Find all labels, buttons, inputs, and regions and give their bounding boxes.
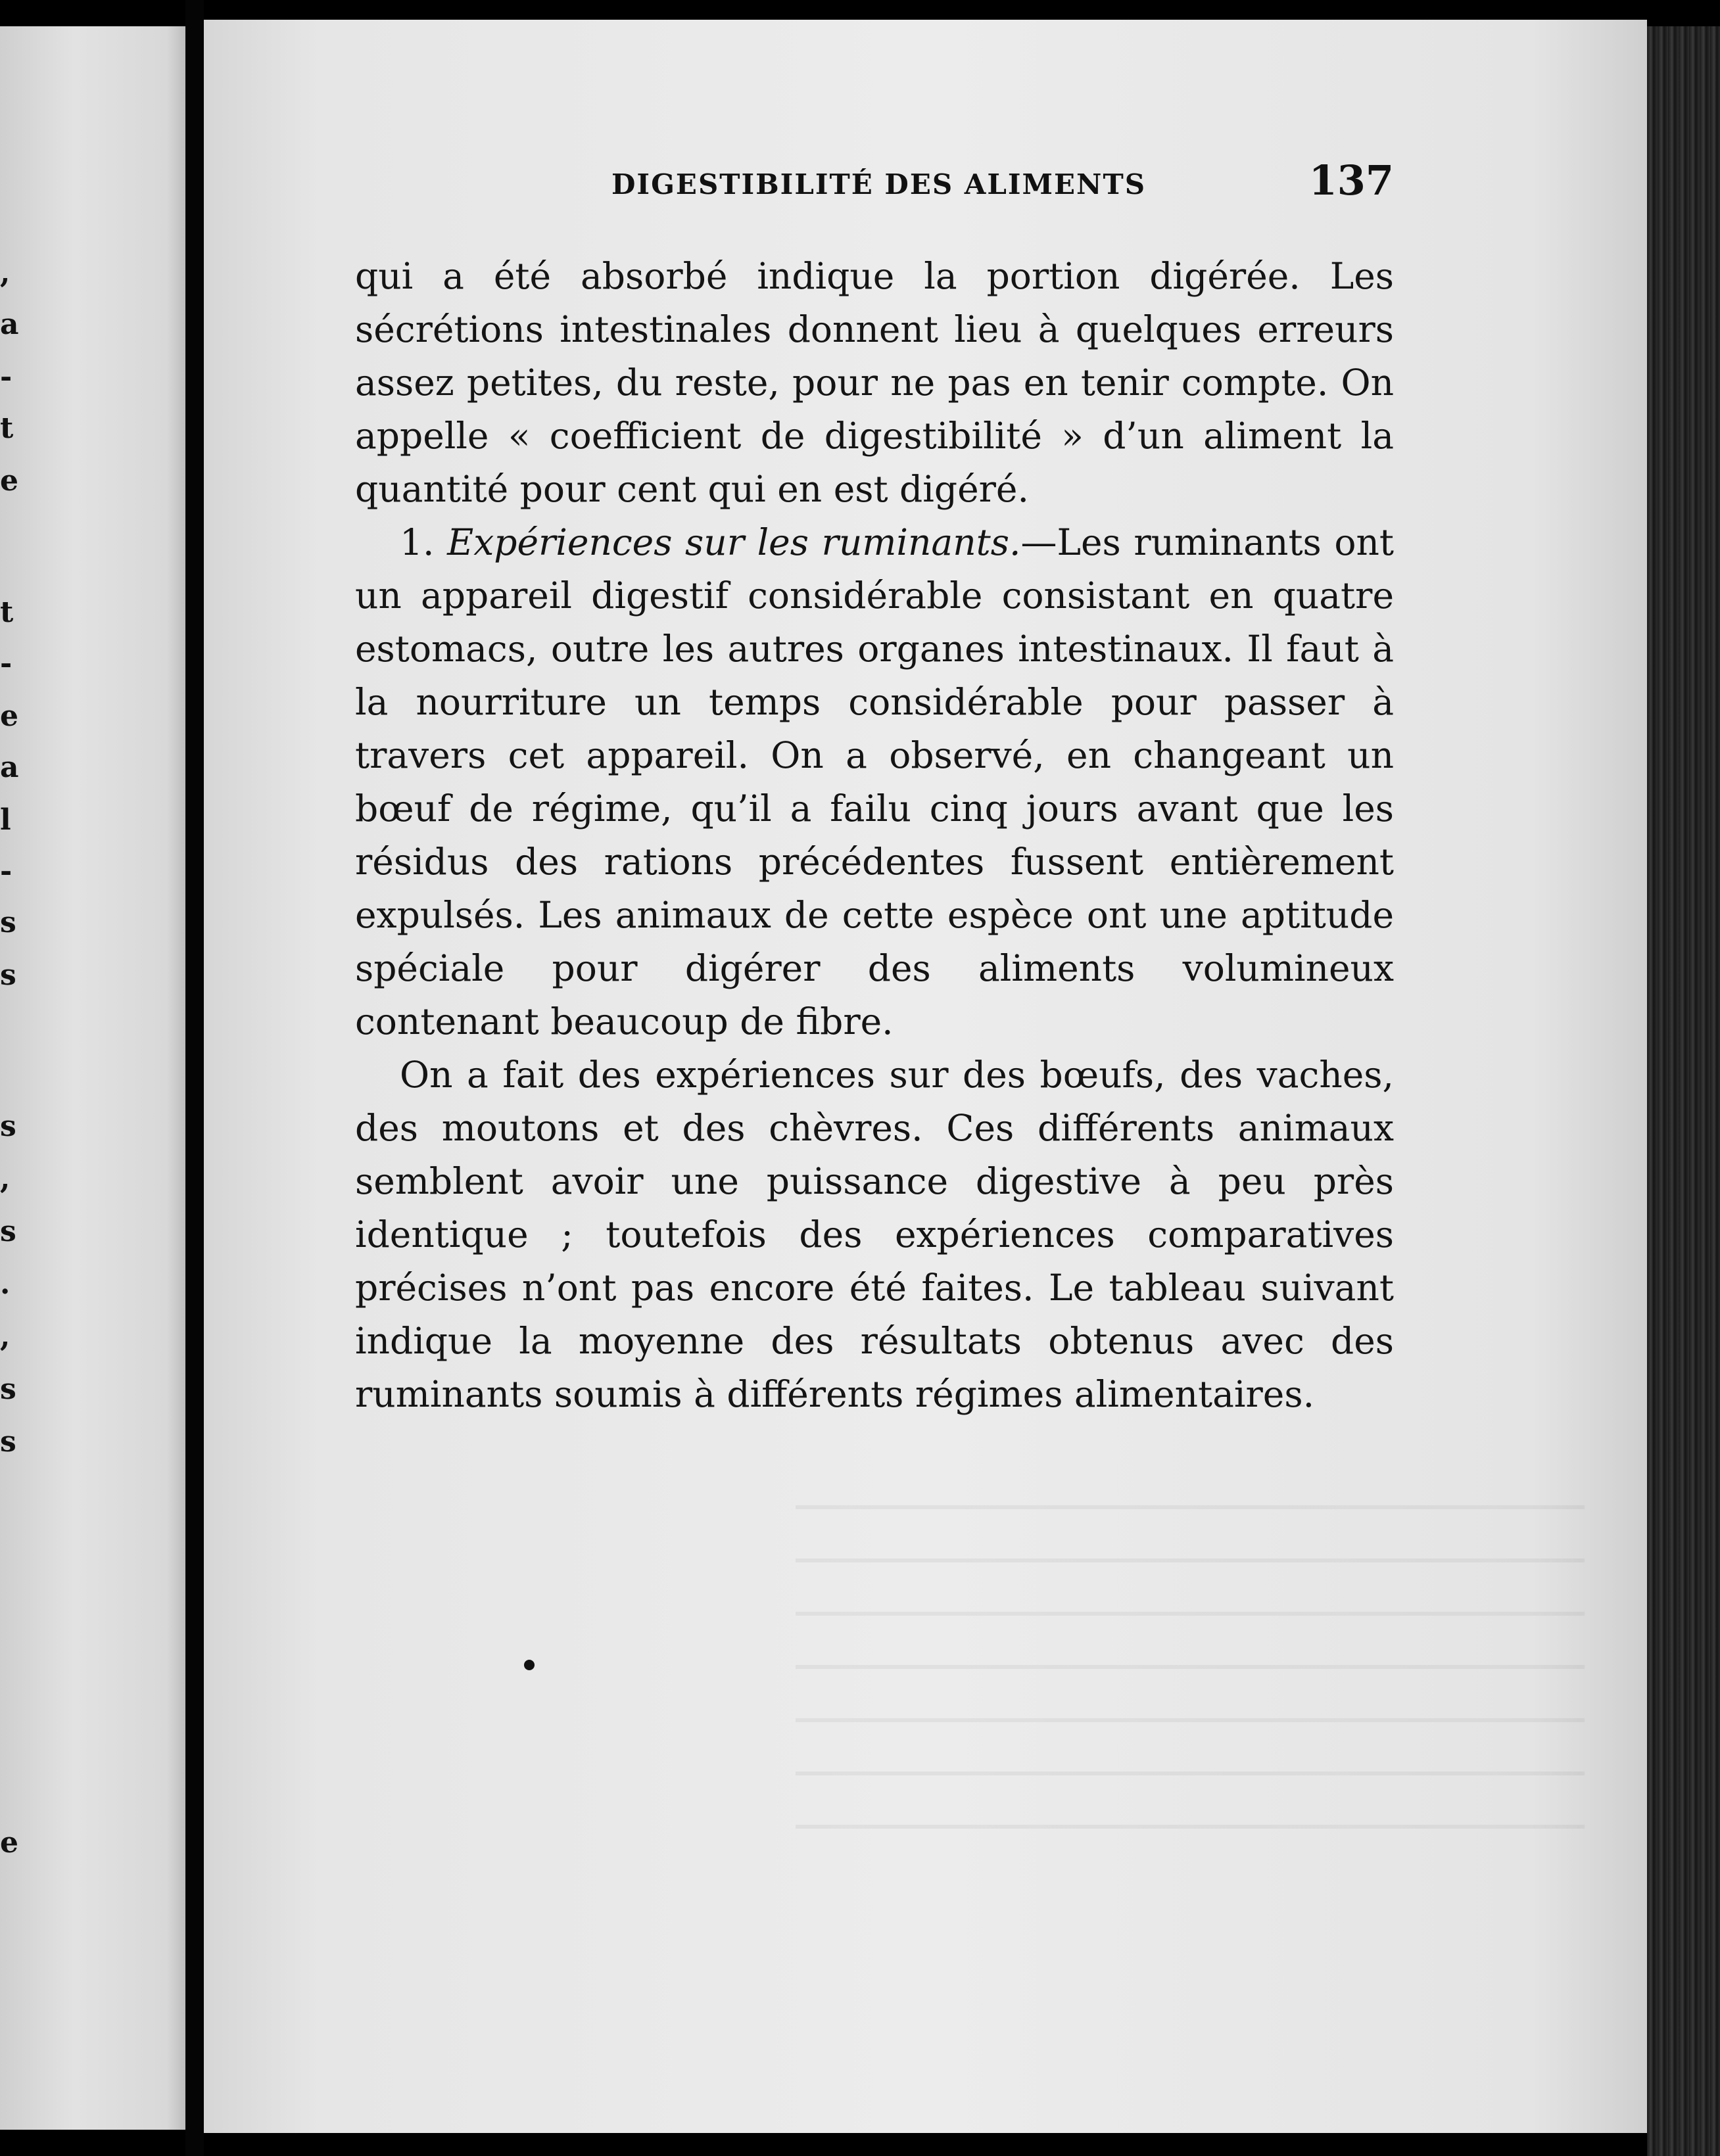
margin-fragment: s xyxy=(0,958,16,992)
margin-fragment: . xyxy=(0,1267,11,1301)
page-stack-edge xyxy=(1647,26,1720,2156)
margin-fragment: , xyxy=(0,1320,11,1353)
paragraph-2-text: —Les ruminants ont un appareil digestif considérable consistant en quatre estomacs, outre les autres organes intestinaux. Il faut à la nourriture un temps considérable pour passer à travers cet appareil. On a observé, en changeant un bœuf de régime, qu’il a failu cinq jours avant que les résidus des rations précédentes fussent entièrement expulsés. Les animaux de cette espèce ont une aptitude spéciale pour digérer des aliments volumineux contenant beaucoup de fibre. xyxy=(355,521,1395,1043)
paragraph-3: On a fait des expériences sur des bœufs, des vaches, des moutons et des chèvres. Ces différents animaux semblent avoir une puissance digestive à peu près identique ; toutefois des expériences comparatives précises n’ont pas encore été faites. Le tableau suivant indique la moyenne des résultats obtenus avec des ruminants soumis à différents régimes alimentaires. xyxy=(355,1054,1394,1415)
running-title: DIGESTIBILITÉ DES ALIMENTS xyxy=(611,168,1147,200)
margin-fragment: - xyxy=(0,855,12,888)
margin-fragment: a xyxy=(0,751,19,784)
margin-fragment: e xyxy=(0,464,18,498)
margin-fragment: s xyxy=(0,1110,16,1143)
section-heading: Expériences sur les ruminants. xyxy=(447,521,1021,563)
show-through-texture xyxy=(796,1466,1585,1860)
margin-fragment: s xyxy=(0,1372,16,1406)
margin-fragment: t xyxy=(0,596,14,629)
margin-fragment: , xyxy=(0,256,11,290)
margin-fragment: - xyxy=(0,647,12,680)
page-header xyxy=(204,156,1394,222)
margin-fragment: s xyxy=(0,906,16,939)
margin-fragment: s xyxy=(0,1425,16,1459)
left-page-cut-text xyxy=(0,26,185,2130)
margin-fragment: e xyxy=(0,699,18,733)
paragraph-1: qui a été absorbé indique la portion digérée. Les sécrétions intestinales donnent lieu à quelques erreurs assez petites, du reste, pour ne pas en tenir compte. On appelle « coefficient de digestibilité » d’un aliment la quantité pour cent qui en est digéré. xyxy=(355,255,1394,510)
left-page-edge xyxy=(0,26,185,2130)
margin-fragment: s xyxy=(0,1215,16,1248)
margin-fragment: a xyxy=(0,308,19,341)
margin-fragment: e xyxy=(0,1826,18,1860)
margin-fragment: t xyxy=(0,411,14,445)
ink-speck xyxy=(524,1660,535,1670)
paragraph-2 xyxy=(355,516,1394,1048)
book-gutter xyxy=(185,0,204,2156)
page-body xyxy=(355,250,1394,1421)
margin-fragment: , xyxy=(0,1162,11,1196)
margin-fragment: l xyxy=(0,803,11,837)
margin-fragment: - xyxy=(0,360,12,394)
section-number: 1. xyxy=(400,521,435,563)
page-number: 137 xyxy=(1308,156,1394,204)
